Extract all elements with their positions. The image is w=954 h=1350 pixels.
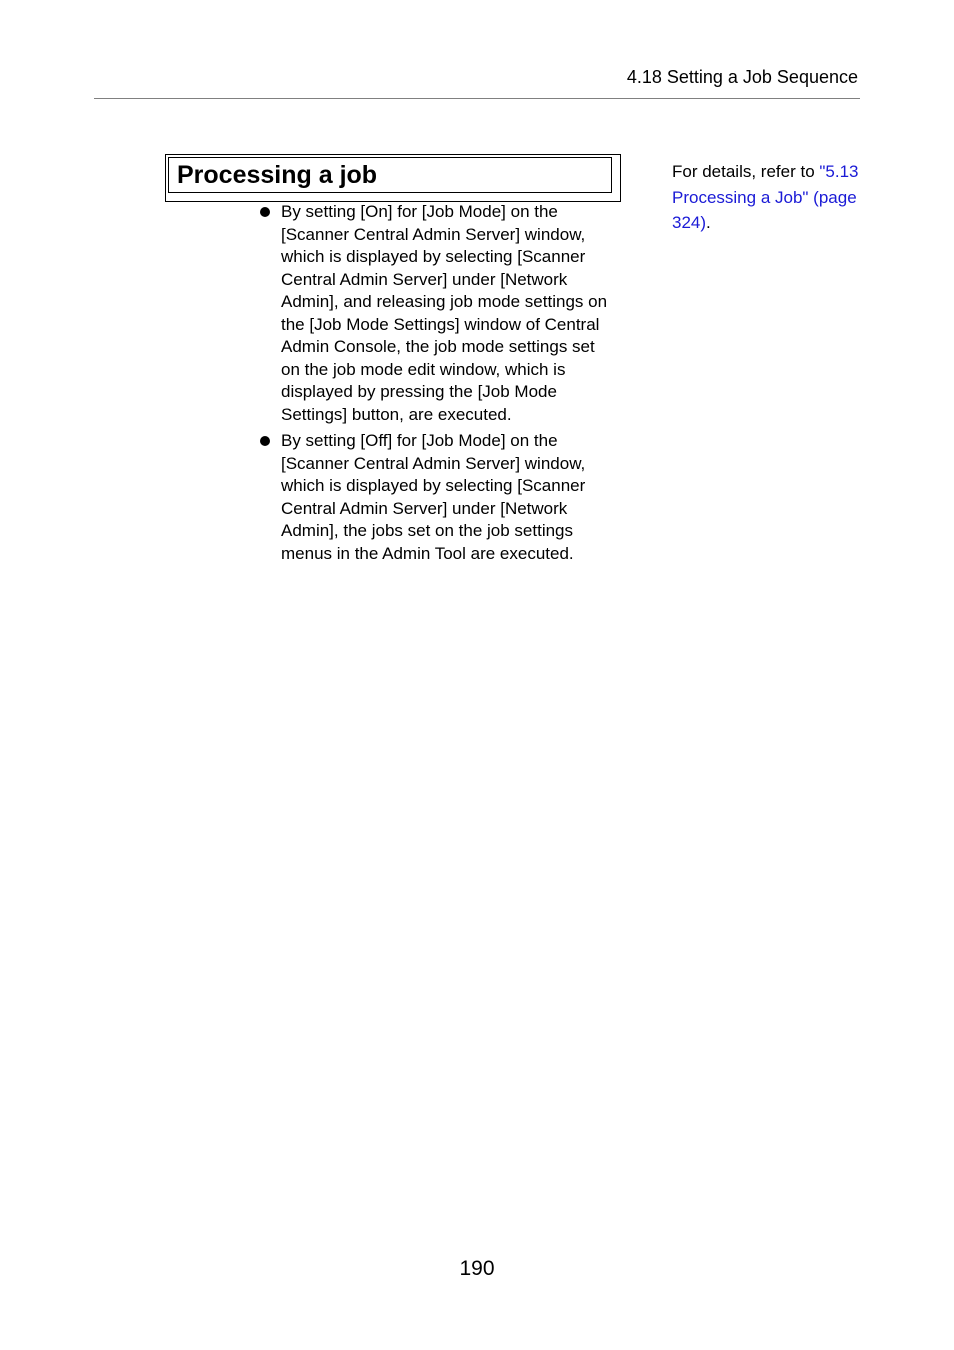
bullet-list xyxy=(255,201,615,569)
cross-reference-link[interactable]: "5.13 Processing a Job" (page 324) xyxy=(672,162,859,232)
bullet-item-job-mode-on xyxy=(255,201,615,426)
section-title: Processing a job xyxy=(168,157,612,193)
page-number: 190 xyxy=(459,1257,495,1280)
bullet-dot-icon xyxy=(260,207,270,217)
section-title-box xyxy=(165,154,621,202)
bullet-item-job-mode-off xyxy=(255,430,615,565)
side-note-suffix: . xyxy=(706,213,711,232)
side-note-prefix: For details, refer to xyxy=(672,162,820,181)
running-header: 4.18 Setting a Job Sequence xyxy=(626,67,858,87)
header-divider xyxy=(94,98,860,99)
bullet-dot-icon xyxy=(260,436,270,446)
bullet-text: By setting [On] for [Job Mode] on the [Scanner Central Admin Server] window, which is displayed by selecting [Scanner Central Admin Server] under [Network Admin], and releasing job mode settings on the [Job Mode Settings] window of Central Admin Console, the job mode settings set on the job mode edit window, which is displayed by pressing the [Job Mode Settings] button, are executed. xyxy=(281,202,608,424)
side-note xyxy=(672,159,862,236)
bullet-text: By setting [Off] for [Job Mode] on the [Scanner Central Admin Server] window, which is displayed by selecting [Scanner Central Admin Server] under [Network Admin], the jobs set on the job settings menus in the Admin Tool are executed. xyxy=(281,431,586,563)
